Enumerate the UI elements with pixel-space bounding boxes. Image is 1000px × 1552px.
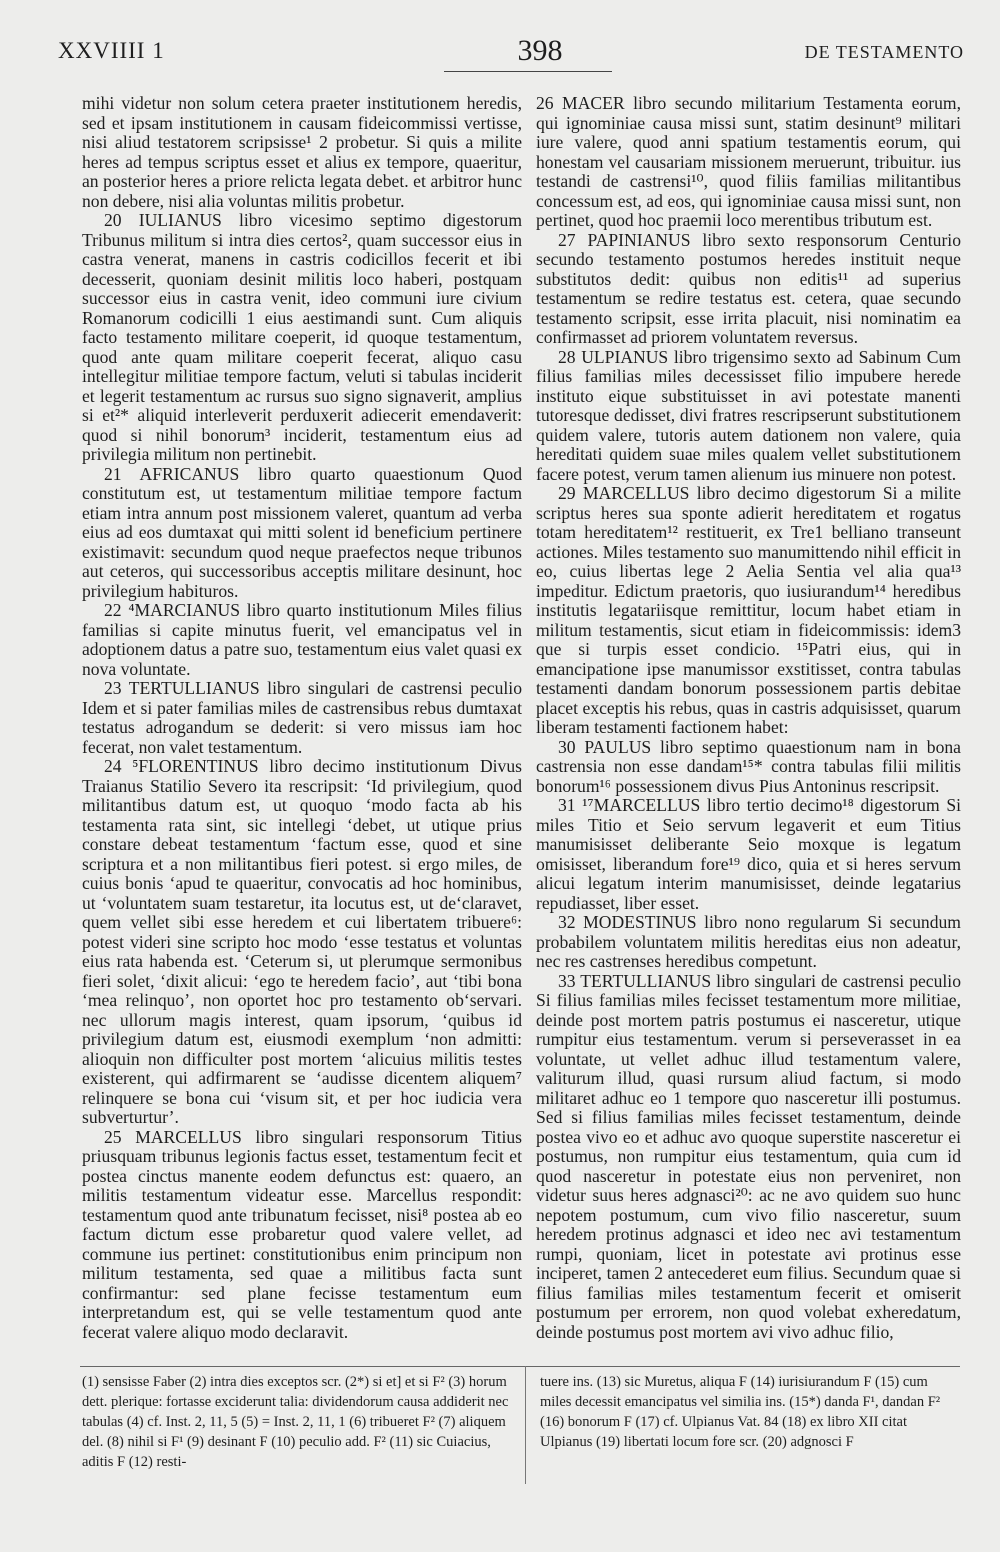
paragraph: 23 TERTULLIANUS libro singulari de castrensi peculio Idem et si pater familias miles de castrensibus rebus dumtaxat testatus adrogandum se dederit: si vero missus iam hoc fecerat, non valet testamentum.	[82, 678, 522, 757]
paragraph: 20 IULIANUS libro vicesimo septimo digestorum Tribunus militum si intra dies certos², quam successor eius in castra venerat, manens in castris codicillos fecerit et ibi decesserit, quoniam desinit militis loco haberi, postquam successor eius in castra venit, ideo communi iure civium Romanorum codicilli 1 eius aestimandi sunt. Cum aliquis facto testamento militare coeperit, id quoque testamentum, quod ante quam militare coeperit fecerat, aliquo casu intellegitur militiae tempore factum, veluti si tabulas inciderit et legerit testamentum ac rursus suo signo signaverit, amplius si et²* aliquid interleverit perduxerit adiecerit emendaverit: quod si nihil bonorum³ inciderit, testamentum eius ad privilegia militum non pertinebit.	[82, 210, 522, 464]
paragraph: mihi videtur non solum cetera praeter institutionem heredis, sed et ipsam institutionem in causam fideicommissi vertisse, nisi aliud testatorem scripsisse¹ 2 probetur. Si quis a milite heres ad tempus scriptus esset et alius ex tempore, quaeritur, an posterior heres a priore relicta legata debet. et arbitror hunc non debere, nisi alia voluntas militis probetur.	[82, 93, 522, 211]
paragraph: 22 ⁴MARCIANUS libro quarto institutionum Miles filius familias si capite minutus fuerit, vel emancipatus vel in adoptionem datus a patre suo, testamentum eius valet quasi ex nova voluntate.	[82, 600, 522, 679]
paragraph: 25 MARCELLUS libro singulari responsorum Titius priusquam tribunus legionis factus esset, testamentum fecit et postea cinctus manente eodem defunctus est: quaero, an militis testamentum videatur esse. Marcellus respondit: testamentum quod ante tribunatum fecisset, nisi⁸ postea ab eo factum dictum esse probaretur quod valere vellet, ad commune ius pertinet: constitutionibus enim principum non militum testamenta, sed quae a militibus facta sunt confirmantur: sed plane fecisse testamentum eum interpretandum est, qui se velle testamentum quod ante fecerat valere aliquo modo declaravit.	[82, 1126, 522, 1342]
footnote-block: tuere ins. (13) sic Muretus, aliqua F (14) iurisiurandum F (15) cum miles decessit emancipatus vel similia ins. (15*) danda F¹, dandan F² (16) bonorum F (17) cf. Ulpianus Vat. 84 (18) ex libro XII citat Ulpianus (19) libertati locum fore scr. (20) adgnosci F	[540, 1374, 941, 1450]
header-right: DE TESTAMENTO	[804, 42, 964, 62]
paragraph: 28 ULPIANUS libro trigensimo sexto ad Sabinum Cum filius familias miles decessisset filio impubere herede instituto eique substituisset in avi potestate manenti tutoresque dedisset, divi fratres rescripserunt substitutionem quidem valere, tutoris autem dationem non valere, quia hereditati quidem suae miles qualem vellet substitutionem facere potest, verum tamen alienum ius minuere non potest.	[536, 346, 961, 484]
left-column	[82, 94, 522, 1342]
header-rule	[444, 71, 612, 72]
paragraph: 27 PAPINIANUS libro sexto responsorum Centurio secundo testamento postumos heredes instituit neque substitutos dedit: quibus non editis¹¹ ad superius testamentum se redire testatus est. cetera, quae secundo testamento scripsit, esse irrita placuit, nisi nominatim ea confirmasset ad priorem voluntatem reversus.	[536, 229, 961, 347]
paragraph: 30 PAULUS libro septimo quaestionum nam in bona castrensia non esse dandam¹⁵* contra tabulas filii militis bonorum¹⁶ possessionem divus Pius Antoninus rescripsit.	[536, 736, 961, 796]
page-number: 398	[517, 34, 563, 67]
paragraph: 24 ⁵FLORENTINUS libro decimo institutionum Divus Traianus Statilio Severo ita rescripsit: ‘Id privilegium, quod militantibus datum est, ut quoquo ‘modo facta ab his testamenta rata sint, sic intellegi ‘debet, ut utique prius constare debeat testamentum ‘factum esse, quod et sine scriptura et a non militantibus fieri potest. si ergo miles, de cuius bonis ‘apud te quaeritur, convocatis ad hoc hominibus, ut ‘voluntatem suam testaretur, ita locutus est, ut de‘claravet, quem vellet sibi esse heredem et cui libertatem tribuere⁶: potest videri sine scripto hoc modo ‘esse testatus et voluntas eius rata habenda est. ‘Ceterum si, ut plerumque sermonibus fieri solet, ‘dixit alicui: ‘ego te heredem facio’, aut ‘tibi bona ‘mea relinquo’, non oportet hoc pro testamento ob‘servari. nec ullorum magis interest, quam ipsorum, ‘quibus id privilegium datum est, eiusmodi exemplum ‘non admitti: alioquin non difficulter post mortem ‘alicuius militis testes existerent, qui adfirmarent se ‘audisse dicentem aliquem⁷ relinquere se bona cui ‘visum sit, et per hoc iudicia vera subverturtur’.	[82, 756, 522, 1127]
paragraph: 33 TERTULLIANUS libro singulari de castrensi peculio Si filius familias miles fecisset testamentum more militiae, deinde post mortem patris postumus ei nasceretur, utique rumpitur eius testamentum. verum si perseverasset in ea voluntate, ut vellet adhuc illud testamentum valere, valiturum illud, quasi rursum aliud factum, si modo militaret adhuc eo 1 tempore quo nasceretur illi postumus. Sed si filius familias miles fecisset testamentum, deinde postea vivo eo et adhuc avo quoque superstite nasceretur ei postumus, non rumpitur eius testamentum, quia cum id quod nasceretur in potestate eius non perveniret, non videtur suus heres adgnasci²⁰: ac ne avo quidem suo hunc nepotem postumum, cum vivo filio nasceretur, suum heredem protinus adgnasci et ideo nec avi testamentum rumpi, quoniam, licet in potestate avi protinus esse inciperet, tamen 2 antecederet eum filius. Secundum quae si filius familias miles testamentum fecerit et omiserit postumum per errorem, non quod volebat exheredatum, deinde postumus post mortem avi vivo adhuc filio,	[536, 970, 961, 1342]
paragraph: 26 MACER libro secundo militarium Testamenta eorum, qui ignominiae causa missi sunt, statim desinunt⁹ militari iure valere, quod anni spatium testamentis eorum, qui honestam vel causariam missionem meruerunt, tribuitur. ius testandi de castrensi¹⁰, quod filiis familias militantibus concessum est, ad eos, qui ignominiae causa missi sunt, non pertinet, quod hoc praemii loco merentibus tributum est.	[536, 93, 961, 230]
paragraph: 31 ¹⁷MARCELLUS libro tertio decimo¹⁸ digestorum Si miles Titio et Seio servum legaverit et eum Titius manumisisset deliberante Seio moxque is legatum omisisset, liberandum fore¹⁹ dico, quia et si heres servum alicui legatum interim manumisisset, deinde legatarius repudiasset, liber esset.	[536, 795, 961, 913]
footnote-rule	[80, 1366, 960, 1367]
header-left: XXVIIII 1	[58, 38, 165, 63]
footnote-block: (1) sensisse Faber (2) intra dies exceptos scr. (2*) si et] et si F² (3) horum dett. plerique: fortasse exciderunt talia: dividendorum causa addiderit nec tabulas (4) cf. Inst. 2, 11, 5 (5) = Inst. 2, 11, 1 (6) tribueret F² (7) aliquem del. (8) nihil si F¹ (9) desinant F (10) peculio add. F² (11) sic Cuiacius, aditis F (12) resti-	[82, 1374, 509, 1470]
footnotes-left	[82, 1372, 517, 1472]
right-column	[536, 94, 961, 1342]
paragraph: 29 MARCELLUS libro decimo digestorum Si a milite scriptus heres sua sponte adierit hereditatem et rogatus totam hereditatem¹² restituerit, ex Tre1 belliano transeunt actiones. Miles testamento suo manumittendo nihil efficit in eo, cuius libertas lege 2 Aelia Sentia vel alia qua¹³ impeditur. Edictum praetoris, quo iusiurandum¹⁴ heredibus institutis legatariisque remittitur, locum habet etiam in militum testamentis, sicut etiam in fideicommissis: idem3 que si turpis esset condicio. ¹⁵Patri eius, qui in emancipatione ipse manumissor exstitisset, contra tabulas testamenti dandam bonorum possessionem partis debitae placet exceptis his rebus, quas in castris adquisisset, quarum liberam testamenti factionem habet:	[536, 483, 961, 737]
running-header	[0, 34, 1000, 82]
paragraph: 21 AFRICANUS libro quarto quaestionum Quod constitutum est, ut testamentum militiae tempore factum etiam intra annum post missionem valeret, quantum ad verba eius ad eos dumtaxat qui mitti solent id beneficium pertinere existimavit: secundum quod neque praefectos neque tribunos aut ceteros, qui successoribus acceptis militare desinunt, hoc privilegium habituros.	[82, 463, 522, 601]
footnote-divider	[525, 1366, 526, 1484]
footnotes-right	[540, 1372, 960, 1452]
paragraph: 32 MODESTINUS libro nono regularum Si secundum probabilem voluntatem militis hereditas eius non adeatur, nec res castrenses heredibus competunt.	[536, 912, 961, 971]
